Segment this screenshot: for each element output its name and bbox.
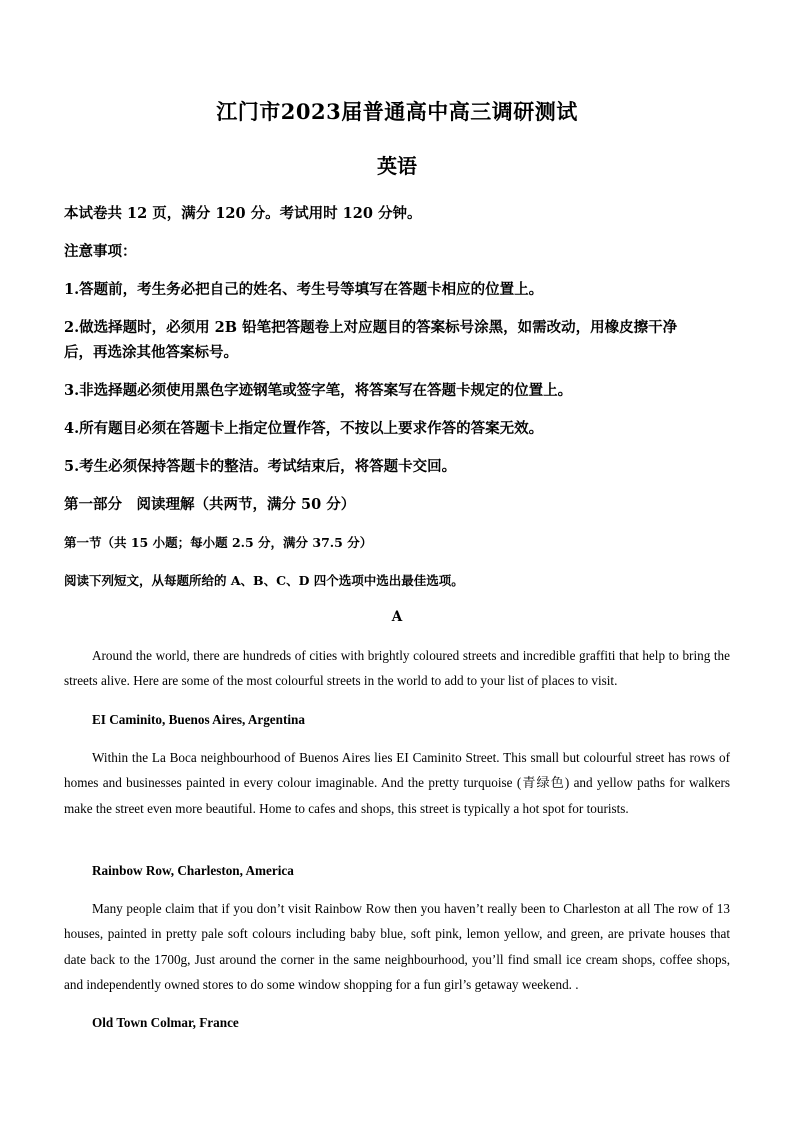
exam-title: 江门市2023届普通高中高三调研测试 bbox=[216, 99, 578, 124]
part-title: 第一部分 阅读理解（共两节，满分 50 分） bbox=[64, 496, 356, 513]
note-item: 后，再选涂其他答案标号。 bbox=[64, 344, 238, 361]
passage-section-text: Many people claim that if you don’t visit Rainbow Row then you haven’t really been to Charleston at all The row of 13 houses, painted in pretty pale soft colours including baby blue, soft pink, lemon yellow, and green, are private houses that date back to the 1700g, Just around the corner in the same neighbourhood, you’ll find small ice cream shops, coffee shops, and independently owned stores to do some window shopping for a fun girl’s getaway weekend. . bbox=[64, 901, 730, 992]
note-item: 3.非选择题必须使用黑色字迹钢笔或签字笔，将答案写在答题卡规定的位置上。 bbox=[64, 382, 573, 399]
section-instruction: 阅读下列短文，从每题所给的 A、B、C、D 四个选项中选出最佳选项。 bbox=[64, 573, 464, 588]
exam-intro: 本试卷共 12 页，满分 120 分。考试用时 120 分钟。 bbox=[64, 205, 422, 222]
passage-letter: A bbox=[391, 609, 403, 625]
note-item: 1.答题前，考生务必把自己的姓名、考生号等填写在答题卡相应的位置上。 bbox=[64, 281, 544, 298]
section-title: 第一节（共 15 小题；每小题 2.5 分，满分 37.5 分） bbox=[64, 535, 373, 550]
note-item: 5.考生必须保持答题卡的整洁。考试结束后，将答题卡交回。 bbox=[64, 458, 457, 475]
passage-intro: Around the world, there are hundreds of cities with brightly coloured streets and incredible graffiti that help to bring the streets alive. Here are some of the most colourful streets in the world to add to your list of places to visit. bbox=[64, 648, 730, 689]
passage-section-heading: Old Town Colmar, France bbox=[92, 1015, 239, 1030]
passage-section-heading: EI Caminito, Buenos Aires, Argentina bbox=[92, 712, 305, 727]
passage-section-heading: Rainbow Row, Charleston, America bbox=[92, 863, 294, 878]
subject-title: 英语 bbox=[377, 154, 417, 178]
note-item: 2.做选择题时，必须用 2B 铅笔把答题卷上对应题目的答案标号涂黑，如需改动，用橡皮擦干净 bbox=[64, 319, 678, 336]
passage-section-text: Within the La Boca neighbourhood of Buenos Aires lies EI Caminito Street. This small but colourful street has rows of homes and businesses painted in every colour imaginable. And the pretty turquoise (青绿色) and yellow paths for walkers make the street even more beautiful. Home to cafes and shops, this street is typically a hot spot for tourists. bbox=[64, 750, 730, 816]
note-item: 4.所有题目必须在答题卡上指定位置作答，不按以上要求作答的答案无效。 bbox=[64, 420, 544, 437]
notes-heading: 注意事项： bbox=[64, 243, 137, 260]
